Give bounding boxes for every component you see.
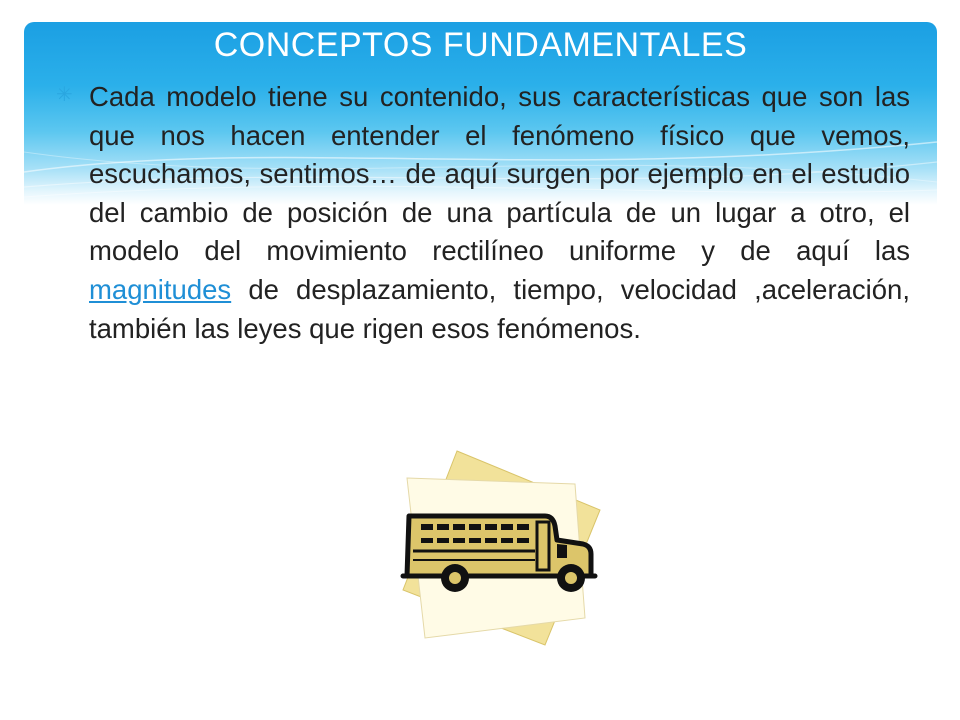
magnitudes-link[interactable]: magnitudes (89, 273, 232, 305)
bullet-star-icon: ✳ (56, 84, 73, 106)
body-paragraph (89, 78, 910, 348)
bus-front-window (557, 544, 567, 558)
school-bus-clipart (395, 448, 605, 648)
paragraph-text-start: Cada modelo tiene su contenido, sus características que son las que nos hacen entender el fenómeno físico que vemos, escuchamos, sentimos… de aquí surgen por ejemplo en el estudio del cambio de posición de una partícula de un lugar a otro, el modelo del movimiento rectilíneo uniforme y de aquí las (89, 81, 910, 267)
school-bus-icon (395, 448, 605, 648)
slide-title: CONCEPTOS FUNDAMENTALES (213, 26, 748, 64)
bus-front-hub (565, 572, 577, 584)
paragraph-text-end: de desplazamiento, tiempo, velocidad ,aceleración, también las leyes que rigen esos fenómenos. (89, 273, 910, 344)
bus-rear-hub (449, 572, 461, 584)
